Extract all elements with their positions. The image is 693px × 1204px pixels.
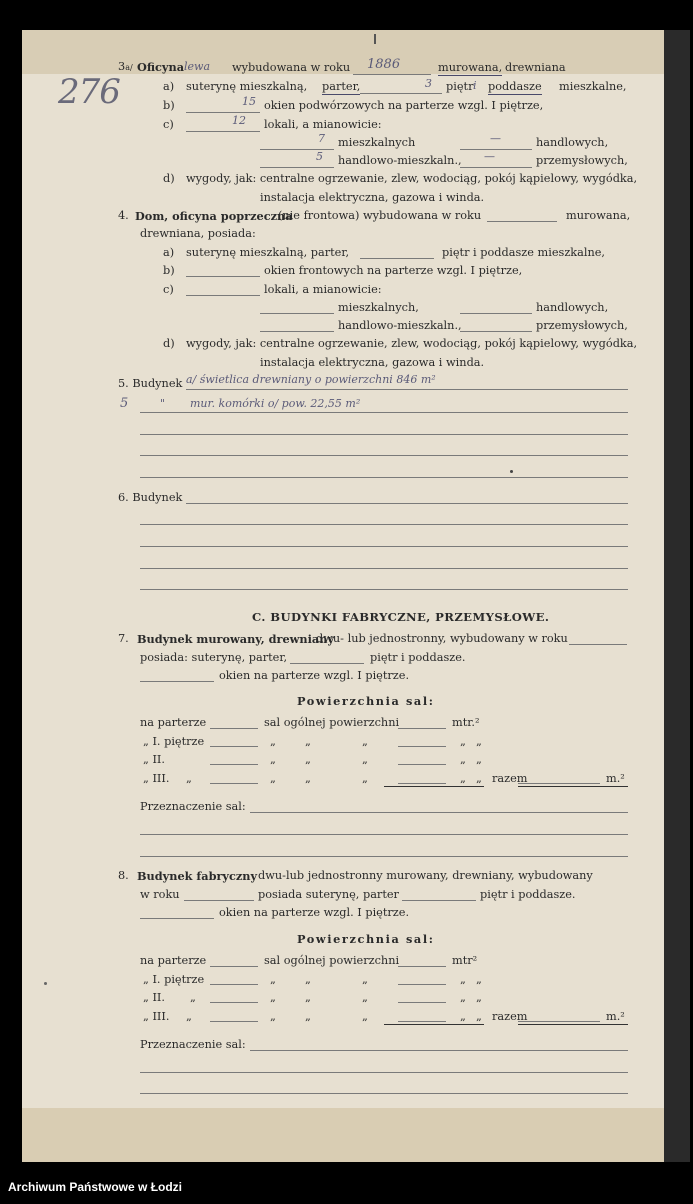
archive-footer-text: Archiwum Państwowe w Łodzi xyxy=(8,1180,183,1194)
s3-drewniana: drewniana xyxy=(505,61,566,74)
s3-hw-lewa: lewa xyxy=(184,60,211,73)
s3-title-text: wybudowana w roku xyxy=(232,61,351,74)
s3-num: 3a/ xyxy=(118,60,133,73)
paper-spot xyxy=(44,982,47,985)
s5-hw-line2: mur. komórki o/ pow. 22,55 m² xyxy=(190,397,361,410)
binding-mark xyxy=(374,34,376,44)
page-number: 276 xyxy=(58,72,120,112)
s3-murowana: murowana, xyxy=(438,61,503,74)
page-bottom-strip xyxy=(22,1108,667,1162)
s3-title: Oficyna xyxy=(137,60,185,74)
page-right-edge xyxy=(664,30,690,1162)
s6-label: 6. Budynek xyxy=(118,491,183,504)
section-c-heading: C. BUDYNKI FABRYCZNE, PRZEMYSŁOWE. xyxy=(252,610,550,624)
s3-hw-year: 1886 xyxy=(367,57,401,72)
paper-spot xyxy=(510,470,513,473)
s5-hw-line1: a/ świetlica drewniany o powierzchni 846 m² xyxy=(186,373,436,386)
s5-label: 5. Budynek xyxy=(118,377,183,390)
